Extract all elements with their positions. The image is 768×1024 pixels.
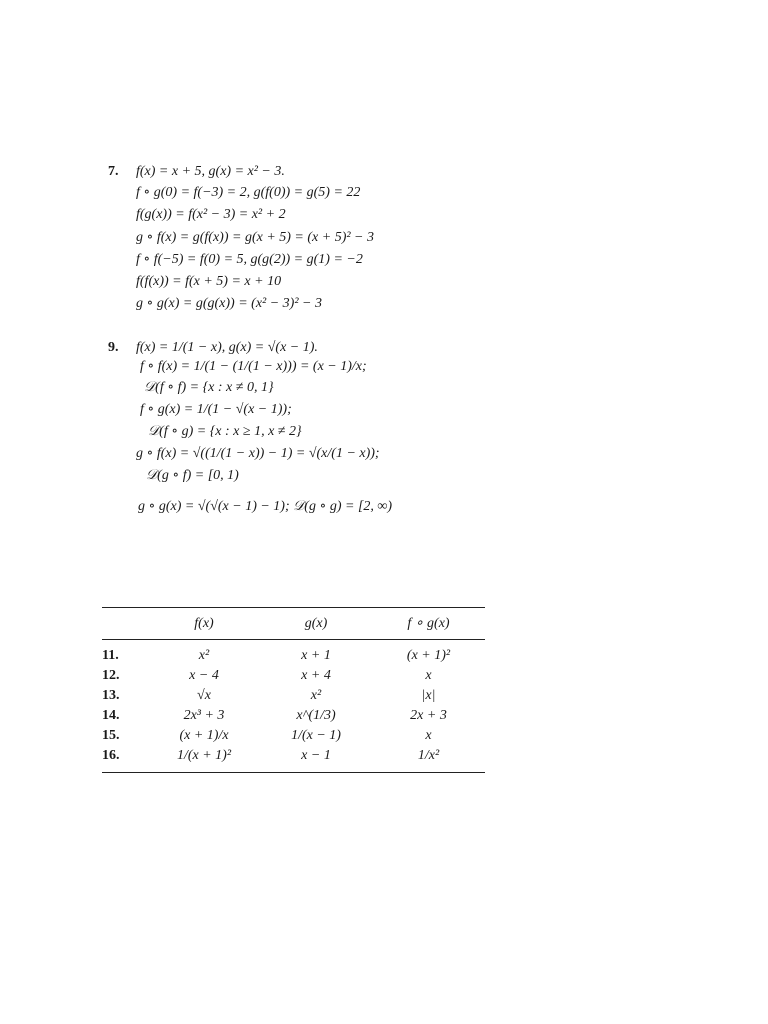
table-row <box>102 746 485 773</box>
table-row <box>102 640 485 667</box>
cell-g: x^(1/3) <box>296 708 336 723</box>
cell-fog: x <box>425 668 432 683</box>
cell-f: 1/(x + 1)² <box>176 748 232 763</box>
cell-fog: 1/x² <box>417 748 440 763</box>
table-row <box>102 686 485 706</box>
cell-g: x² <box>310 688 322 703</box>
problem-7-line-5: f ∘ f(−5) = f(0) = 5, g(g(2)) = g(1) = −2 <box>136 252 363 267</box>
cell-f: x − 4 <box>189 668 219 683</box>
row-number: 13. <box>102 688 120 703</box>
problem-7-line-2: f ∘ g(0) = f(−3) = 2, g(f(0)) = g(5) = 22 <box>136 185 361 200</box>
table-row <box>102 706 485 726</box>
table-header-row <box>102 608 485 640</box>
cell-f: √x <box>197 688 211 703</box>
problem-7-line-7: g ∘ g(x) = g(g(x)) = (x² − 3)² − 3 <box>136 296 322 311</box>
cell-g: 1/(x − 1) <box>291 728 341 743</box>
problem-9-line-7: 𝒟(g ∘ f) = [0, 1) <box>146 468 239 483</box>
header-g: g(x) <box>304 615 328 631</box>
cell-f: 2x³ + 3 <box>183 708 225 723</box>
problem-9-line-4: f ∘ g(x) = 1/(1 − √(x − 1)); <box>140 402 292 417</box>
problem-7-line-6: f(f(x)) = f(x + 5) = x + 10 <box>136 274 282 289</box>
cell-f: (x + 1)/x <box>179 728 229 743</box>
composition-table <box>102 607 485 773</box>
cell-fog: x <box>425 728 432 743</box>
problem-9-line-3: 𝒟(f ∘ f) = {x : x ≠ 0, 1} <box>144 380 274 395</box>
header-f: f(x) <box>194 615 214 631</box>
row-number: 14. <box>102 708 120 723</box>
cell-g: x + 1 <box>301 648 331 663</box>
problem-7-line-1: f(x) = x + 5, g(x) = x² − 3. <box>136 164 285 179</box>
header-fog: f ∘ g(x) <box>407 616 450 631</box>
problem-9-line-5: 𝒟(f ∘ g) = {x : x ≥ 1, x ≠ 2} <box>148 424 302 439</box>
cell-f: x² <box>198 648 210 663</box>
cell-fog: 2x + 3 <box>410 708 447 723</box>
problem-number: 7. <box>108 164 119 179</box>
problem-9-line-2: f ∘ f(x) = 1/(1 − (1/(1 − x))) = (x − 1)/x; <box>140 359 367 374</box>
composition-table-grid <box>102 607 485 773</box>
problem-9-line-1: f(x) = 1/(1 − x), g(x) = √(x − 1). <box>136 340 318 355</box>
problem-7-line-3: f(g(x)) = f(x² − 3) = x² + 2 <box>136 207 286 222</box>
table-row <box>102 666 485 686</box>
problem-9-line-8: g ∘ g(x) = √(√(x − 1) − 1); 𝒟(g ∘ g) = [2, ∞) <box>138 499 393 514</box>
cell-g: x − 1 <box>301 748 331 763</box>
row-number: 12. <box>102 668 120 683</box>
problem-number: 9. <box>108 340 119 355</box>
row-number: 15. <box>102 728 120 743</box>
cell-fog: (x + 1)² <box>406 648 451 663</box>
problem-7-line-4: g ∘ f(x) = g(f(x)) = g(x + 5) = (x + 5)² − 3 <box>136 230 374 245</box>
cell-fog: |x| <box>421 688 436 703</box>
problem-9-line-6: g ∘ f(x) = √((1/(1 − x)) − 1) = √(x/(1 − x)); <box>136 446 380 461</box>
header-index <box>102 608 148 640</box>
cell-g: x + 4 <box>301 668 331 683</box>
table-row <box>102 726 485 746</box>
row-number: 16. <box>102 748 120 763</box>
row-number: 11. <box>102 648 119 663</box>
